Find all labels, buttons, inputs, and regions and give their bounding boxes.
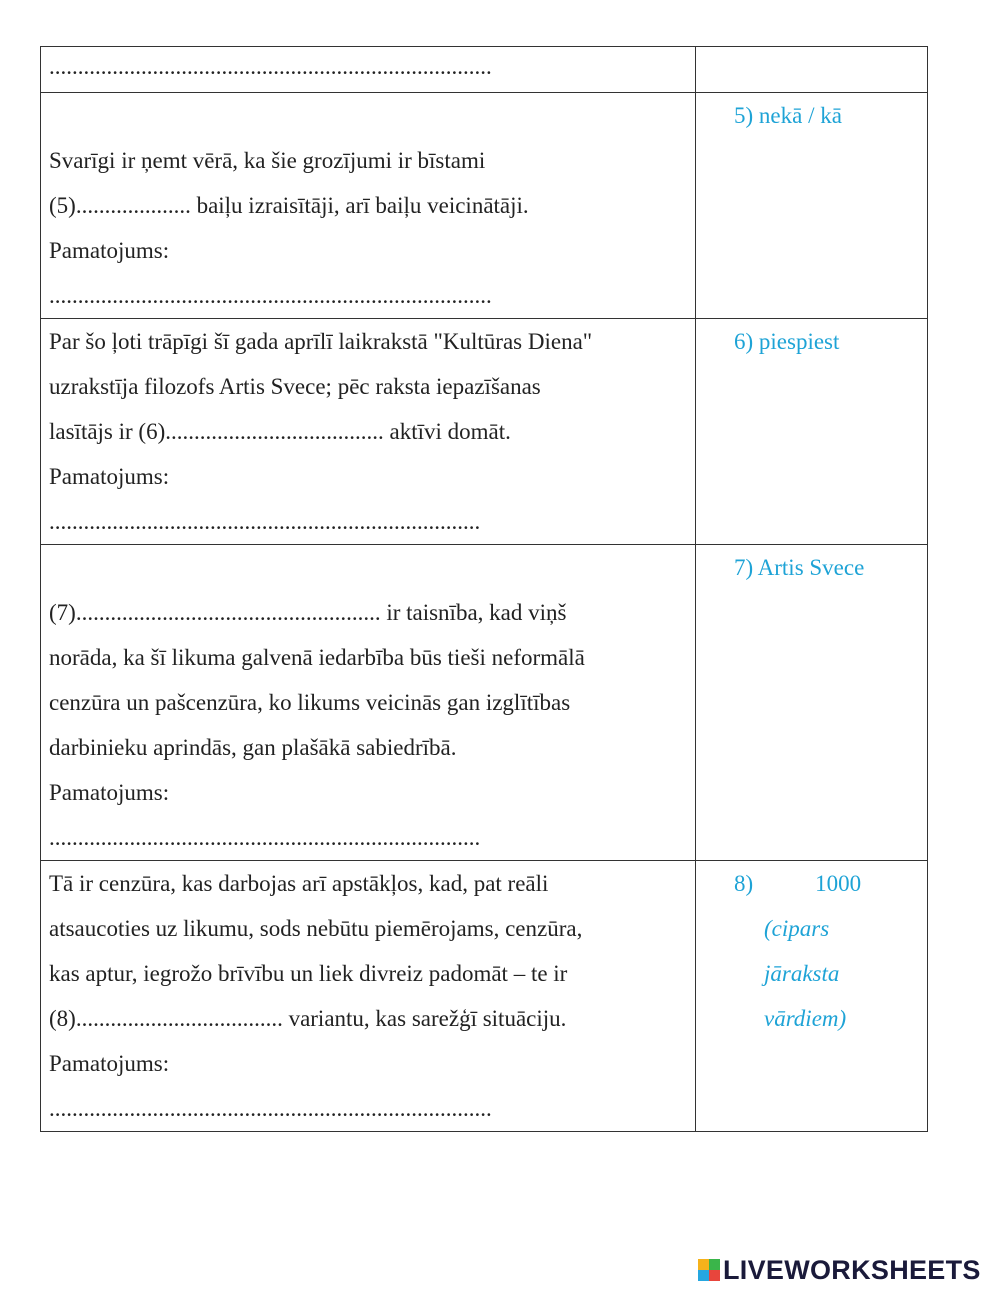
- table-row: [41, 861, 928, 1132]
- table-row: [41, 47, 928, 93]
- answer-cell: [696, 319, 928, 545]
- justification-label: Pamatojums:: [49, 780, 170, 805]
- worksheet-table: [40, 46, 928, 1132]
- question-text: cenzūra un pašcenzūra, ko likums veicinās gan izglītības: [49, 690, 571, 715]
- table-row: [41, 319, 928, 545]
- question-text: lasītājs ir (6)...................................... aktīvi domāt.: [49, 419, 511, 444]
- question-text: uzrakstīja filozofs Artis Svece; pēc raksta iepazīšanas: [49, 374, 541, 399]
- question-text: (8).................................... variantu, kas sarežģī situāciju.: [49, 1006, 567, 1031]
- question-cell: [41, 319, 696, 545]
- liveworksheets-logo-icon: [698, 1259, 720, 1281]
- table-row: [41, 545, 928, 861]
- logo-square: [709, 1259, 720, 1270]
- brand-name: LIVEWORKSHEETS: [723, 1254, 981, 1285]
- logo-square: [698, 1270, 709, 1281]
- answer-number: 8): [734, 871, 754, 896]
- question-text: atsaucoties uz likumu, sods nebūtu piemērojams, cenzūra,: [49, 916, 583, 941]
- answer-cell: [696, 47, 928, 93]
- question-text: Svarīgi ir ņemt vērā, ka šie grozījumi ir bīstami: [49, 148, 486, 173]
- logo-square: [698, 1259, 709, 1270]
- answer-text: 7) Artis Svece: [734, 555, 865, 580]
- blank-line: [49, 545, 687, 590]
- justification-label: Pamatojums:: [49, 1051, 170, 1076]
- question-text: (5).................... baiļu izraisītāji, arī baiļu veicinātāji.: [49, 193, 529, 218]
- question-text: Par šo ļoti trāpīgi šī gada aprīlī laikrakstā "Kultūras Diena": [49, 329, 593, 354]
- answer-text: 1000: [815, 871, 862, 896]
- question-text: Tā ir cenzūra, kas darbojas arī apstākļos, kad, pat reāli: [49, 871, 549, 896]
- answer-note: jāraksta: [764, 961, 840, 986]
- justification-label: Pamatojums:: [49, 464, 170, 489]
- question-cell: [41, 545, 696, 861]
- justification-label: Pamatojums:: [49, 238, 170, 263]
- question-text: (7)..................................................... ir taisnība, kad viņš: [49, 600, 567, 625]
- blank-line: [49, 93, 687, 138]
- answer-note: vārdiem): [764, 1006, 847, 1031]
- question-cell: [41, 861, 696, 1132]
- dotted-answer-line[interactable]: .............................................................................: [49, 54, 492, 79]
- answer-text: 6) piespiest: [734, 329, 840, 354]
- question-cell: [41, 47, 696, 93]
- dotted-answer-line[interactable]: .............................................................................: [49, 283, 492, 308]
- dotted-answer-line[interactable]: .............................................................................: [49, 1096, 492, 1121]
- answer-note: (cipars: [764, 916, 830, 941]
- answer-cell: [696, 861, 928, 1132]
- question-text: kas aptur, iegrožo brīvību un liek divreiz padomāt – te ir: [49, 961, 568, 986]
- answer-text: 5) nekā / kā: [734, 103, 842, 128]
- dotted-answer-line[interactable]: ...........................................................................: [49, 509, 481, 534]
- table-row: [41, 93, 928, 319]
- answer-cell: [696, 93, 928, 319]
- question-text: darbinieku aprindās, gan plašākā sabiedrībā.: [49, 735, 457, 760]
- question-text: norāda, ka šī likuma galvenā iedarbība būs tieši neformālā: [49, 645, 585, 670]
- answer-number-row: [734, 861, 927, 906]
- question-cell: [41, 93, 696, 319]
- answer-cell: [696, 545, 928, 861]
- liveworksheets-logo: [698, 1255, 981, 1285]
- logo-square: [709, 1270, 720, 1281]
- dotted-answer-line[interactable]: ...........................................................................: [49, 825, 481, 850]
